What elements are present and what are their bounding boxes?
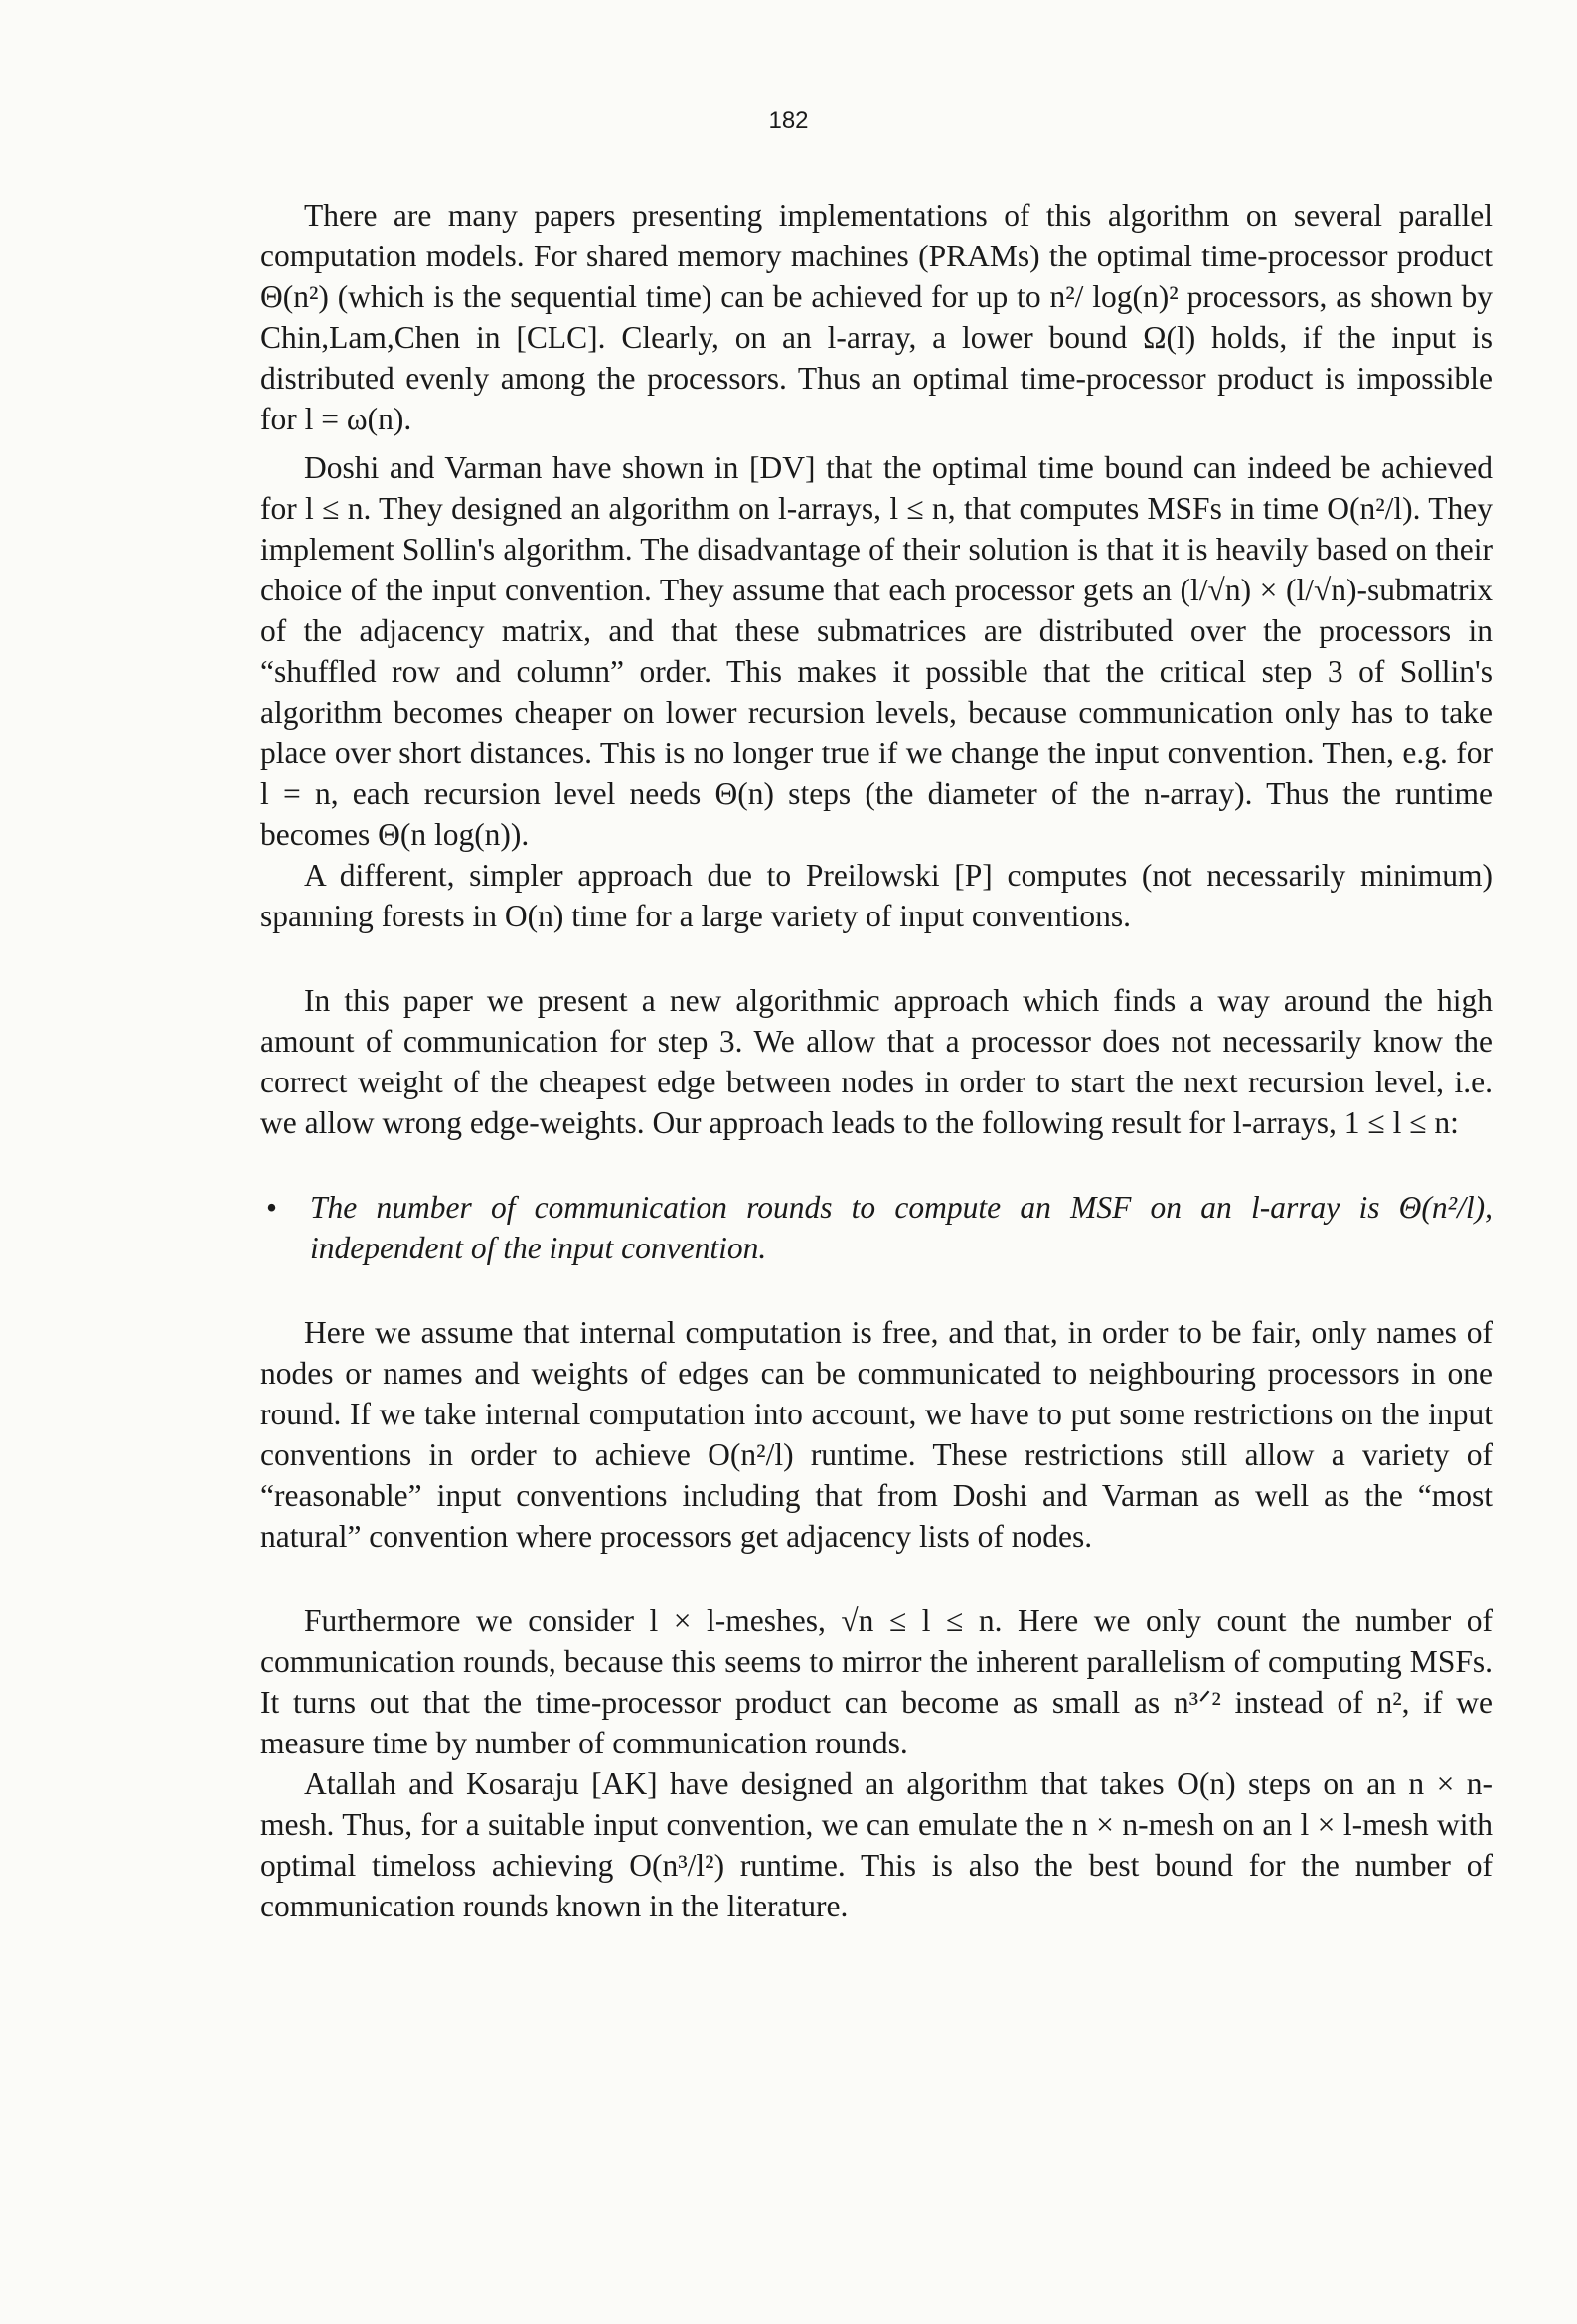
paragraph-new-approach: In this paper we present a new algorithmic approach which finds a way around the high amount of communication for step 3. We allow that a processor does not necessarily know the correct weight of the cheapest edge between nodes in order to start the next recursion level, i.e. we allow wrong edge-weights. Our approach leads to the following result for l-arrays, 1 ≤ l ≤ n: — [260, 983, 1493, 1140]
bullet-icon: • — [266, 1190, 278, 1225]
page-number: 182 — [768, 107, 809, 134]
paragraph-atallah-kosaraju: Atallah and Kosaraju [AK] have designed an algorithm that takes O(n) steps on an n × n-mesh. Thus, for a suitable input convention, we can emulate the n × n-mesh on an l × l-mesh with optimal timeloss achieving O(n³/l²) runtime. This is also the best bound for the number of communication rounds known in the literature. — [260, 1766, 1493, 1923]
result-statement: The number of communication rounds to compute an MSF on an l-array is Θ(n²/l), independent of the input convention. — [310, 1190, 1493, 1265]
paragraph-prior-implementations: There are many papers presenting implementations of this algorithm on several parallel computation models. For shared memory machines (PRAMs) the optimal time-processor product Θ(n²) (which is the sequential time) can be achieved for up to n²/ log(n)² processors, as shown by Chin,Lam,Chen in [CLC]. Clearly, on an l-array, a lower bound Ω(l) holds, if the input is distributed evenly among the processors. Thus an optimal time-processor product is impossible for l = ω(n). — [260, 198, 1493, 436]
result-bullet — [260, 1187, 1493, 1268]
page-body — [260, 195, 1493, 1926]
paragraph-assumptions: Here we assume that internal computation is free, and that, in order to be fair, only names of nodes or names and weights of edges can be communicated to neighbouring processors in one round. If we take internal computation into account, we have to put some restrictions on the input conventions in order to achieve O(n²/l) runtime. These restrictions still allow a variety of “reasonable” input conventions including that from Doshi and Varman as well as the “most natural” convention where processors get adjacency lists of nodes. — [260, 1315, 1493, 1554]
paragraph-preilowski: A different, simpler approach due to Preilowski [P] computes (not necessarily minimum) spanning forests in O(n) time for a large variety of input conventions. — [260, 858, 1493, 933]
paragraph-meshes: Furthermore we consider l × l-meshes, √n ≤ l ≤ n. Here we only count the number of communication rounds, because this seems to mirror the inherent parallelism of computing MSFs. It turns out that the time-processor product can become as small as n³ᐟ² instead of n², if we measure time by number of communication rounds. — [260, 1603, 1493, 1760]
paragraph-doshi-varman: Doshi and Varman have shown in [DV] that the optimal time bound can indeed be achieved for l ≤ n. They designed an algorithm on l-arrays, l ≤ n, that computes MSFs in time O(n²/l). They implement Sollin's algorithm. The disadvantage of their solution is that it is heavily based on their choice of the input convention. They assume that each processor gets an (l/√n) × (l/√n)-submatrix of the adjacency matrix, and that these submatrices are distributed over the processors in “shuffled row and column” order. This makes it possible that the critical step 3 of Sollin's algorithm becomes cheaper on lower recursion levels, because communication only has to take place over short distances. This is no longer true if we change the input convention. Then, e.g. for l = n, each recursion level needs Θ(n) steps (the diameter of the n-array). Thus the runtime becomes Θ(n log(n)). — [260, 450, 1493, 852]
